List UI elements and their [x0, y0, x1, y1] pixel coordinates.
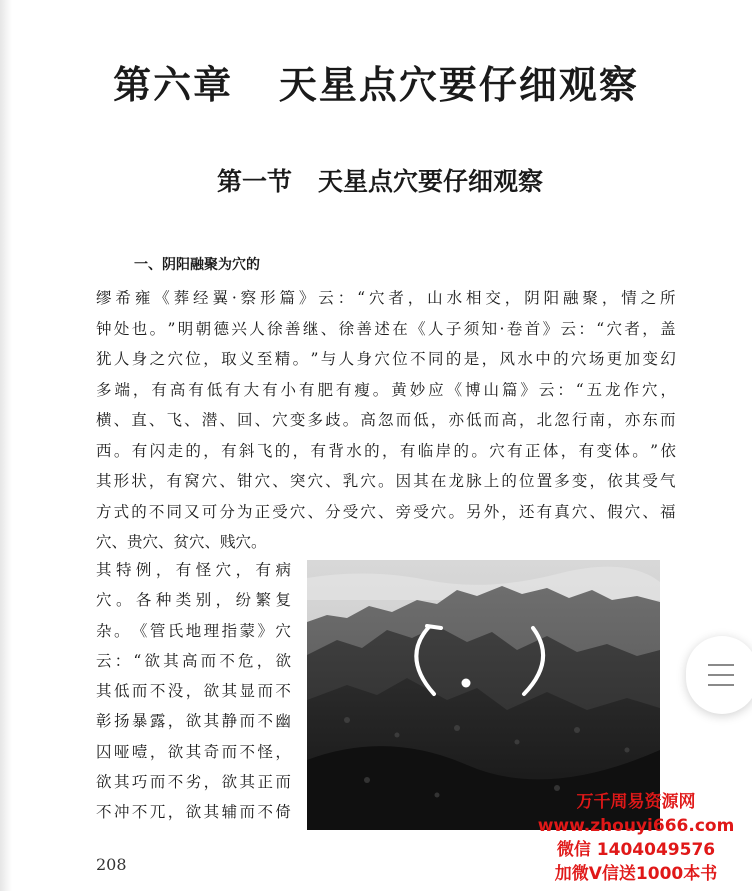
wrap-line: 彰 扬 暴 露 ， 欲 其 静 而 不 幽: [96, 712, 291, 731]
page-number: 208: [96, 855, 127, 874]
wrap-line: 其 特 例 ， 有 怪 穴 ， 有 病: [96, 561, 291, 579]
body-line: 西 。 有 闪 走 的 ， 有 斜 飞 的 ， 有 背 水 的 ， 有 临 岸 的 。 穴 有 正 体 ， 有 变 体 。 ” 依: [96, 441, 676, 460]
wrap-line: 不 冲 不 兀 ， 欲 其 辅 而 不 倚: [96, 803, 291, 822]
body-line: 其 形 状 ， 有 窝 穴 、 钳 穴 、 突 穴 、 乳 穴 。 因 其 在 龙 脉 上 的 位 置 多 变 ， 依 其 受 气: [96, 472, 676, 490]
chapter-title: 第六章 天星点穴要仔细观察: [113, 62, 639, 107]
body-paragraph: [96, 283, 676, 558]
floating-menu-button[interactable]: [686, 636, 752, 714]
sub-heading: 一、阴阳融聚为穴的: [134, 257, 260, 273]
watermark-line: 微信 1404049576: [556, 840, 716, 860]
page-edge-shadow: [0, 0, 12, 891]
body-line: 钟 处 也 。 ” 明 朝 德 兴 人 徐 善 继 、 徐 善 述 在 《 人 子 须 知 · 卷 首 》 云 ： “ 穴 者 ， 盖: [96, 319, 676, 338]
watermark: [520, 790, 752, 886]
watermark-line: www.zhouyi666.com: [537, 816, 735, 836]
wrap-line: 其 低 而 不 没 ， 欲 其 显 而 不: [96, 682, 291, 701]
watermark-line: 加微V信送1000本书: [554, 864, 718, 884]
wrap-line: 囚 哑 噎 ， 欲 其 奇 而 不 怪 ，: [96, 742, 291, 761]
wrapped-paragraph: [96, 555, 291, 828]
body-line: 横 、 直 、 飞 、 潜 、 回 、 穴 变 多 歧 。 高 忽 而 低 ， 亦 低 而 高 ， 北 忽 行 南 ， 亦 东 而: [96, 411, 676, 429]
watermark-line: 万千周易资源网: [576, 792, 696, 812]
wrap-line: 穴 。 各 种 类 别 ， 纷 繁 复: [96, 591, 291, 610]
body-line: 方 式 的 不 同 又 可 分 为 正 受 穴 、 分 受 穴 、 旁 受 穴 。 另 外 ， 还 有 真 穴 、 假 穴 、 福: [96, 502, 676, 521]
body-line: 穴、贵穴、贫穴、贱穴。: [96, 533, 267, 551]
body-line: 缪 希 雍 《 葬 经 翼 · 察 形 篇 》 云 ： “ 穴 者 ， 山 水 相 交 ， 阴 阳 融 聚 ， 情 之 所: [96, 289, 676, 307]
wrap-line: 云 ： “ 欲 其 高 而 不 危 ， 欲: [96, 651, 291, 670]
wrap-line: 欲 其 巧 而 不 劣 ， 欲 其 正 而: [96, 773, 291, 792]
body-line: 多 端 ， 有 高 有 低 有 大 有 小 有 肥 有 瘦 。 黄 妙 应 《 博 山 篇 》 云 ： “ 五 龙 作 穴 ，: [96, 380, 676, 399]
section-title: 第一节 天星点穴要仔细观察: [216, 167, 544, 196]
wrap-line: 杂 。 《 管 氏 地 理 指 蒙 》 穴: [96, 621, 291, 640]
body-line: 犹 人 身 之 穴 位 ， 取 义 至 精 。 ” 与 人 身 穴 位 不 同 的 是 ， 风 水 中 的 穴 场 更 加 变 幻: [96, 350, 676, 368]
